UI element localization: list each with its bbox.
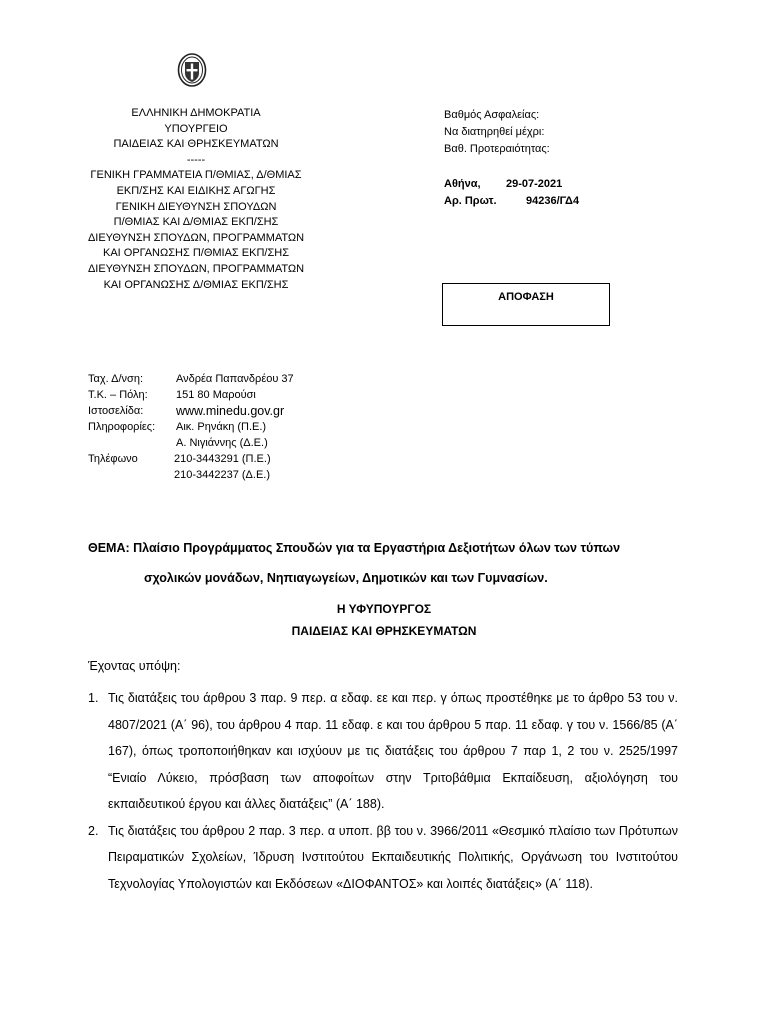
subject-line: ΘΕΜΑ: Πλαίσιο Προγράμματος Σπουδών για τα Εργαστήρια Δεξιοτήτων όλων των τύπων [88,541,621,555]
priority-label: Βαθ. Προτεραιότητας: [444,143,550,155]
ministry-line: ΕΚΠ/ΣΗΣ ΚΑΙ ΕΙΔΙΚΗΣ ΑΓΩΓΗΣ [116,184,276,197]
security-level-label: Βαθμός Ασφαλείας: [444,109,540,121]
minister-heading [88,598,680,642]
date-row [444,176,579,193]
date-value: 29-07-2021 [506,178,563,190]
ministry-line: ΕΛΛΗΝΙΚΗ ΔΗΜΟΚΡΑΤΙΑ [131,107,261,119]
info-label: Πληροφορίες: [88,421,156,433]
phone-value: 210-3442237 (Δ.Ε.) [174,469,271,481]
greek-coat-of-arms-icon [177,52,207,88]
info-value: Α. Νιγιάννης (Δ.Ε.) [176,437,268,449]
list-item-text: Τις διατάξεις του άρθρου 2 παρ. 3 περ. α υποπ. ββ του ν. 3966/2011 «Θεσμικό πλαίσιο των Πρότυπων Πειραματικών Σχολείων, Ίδρυση Ινστιτούτου Εκπαιδευτικής Πολιτικής, Οργάνωση του Ινστιτούτου Τεχνολογίας Υπολογιστών και Εκδόσεων «ΔΙΟΦΑΝΤΟΣ» και λοιπές διατάξεις» (Α΄ 118). [108,823,678,891]
postal-value: 151 80 Μαρούσι [176,389,256,401]
subject-block [88,533,680,593]
ministry-line: ΓΕΝΙΚΗ ΓΡΑΜΜΑΤΕΙΑ Π/ΘΜΙΑΣ, Δ/ΘΜΙΑΣ [90,169,302,182]
protocol-value: 94236/ΓΔ4 [526,195,580,207]
contact-block [88,371,294,483]
list-item [88,818,678,898]
address-label: Ταχ. Δ/νση: [88,373,144,385]
ministry-separator: ----- [186,153,206,166]
list-item-number: 1. [88,691,99,705]
list-item [88,685,678,818]
address-value: Ανδρέα Παπανδρέου 37 [176,373,294,385]
ministry-line: ΓΕΝΙΚΗ ΔΙΕΥΘΥΝΣΗ ΣΠΟΥΔΩΝ [115,200,277,213]
ministry-line: ΠΑΙΔΕΙΑΣ ΚΑΙ ΘΡΗΣΚΕΥΜΑΤΩΝ [113,138,279,151]
list-item-number: 2. [88,823,99,838]
date-protocol-block [444,176,579,210]
info-row [88,419,294,435]
ministry-line: ΔΙΕΥΘΥΝΣΗ ΣΠΟΥΔΩΝ, ΠΡΟΓΡΑΜΜΑΤΩΝ [87,262,305,275]
minister-title: Η ΥΦΥΠΟΥΡΓΟΣ [336,602,432,616]
postal-label: Τ.Κ. – Πόλη: [88,389,148,401]
ministry-line: ΚΑΙ ΟΡΓΑΝΩΣΗΣ Δ/ΘΜΙΑΣ ΕΚΠ/ΣΗΣ [103,278,289,291]
minister-ministry: ΠΑΙΔΕΙΑΣ ΚΑΙ ΘΡΗΣΚΕΥΜΑΤΩΝ [291,624,477,638]
decision-title-box: ΑΠΟΦΑΣΗ [442,283,610,326]
ministry-line: ΥΠΟΥΡΓΕΙΟ [164,122,228,135]
ministry-line: Π/ΘΜΙΑΣ ΚΑΙ Δ/ΘΜΙΑΣ ΕΚΠ/ΣΗΣ [113,216,279,229]
phone-row [88,451,294,467]
phone-row [88,467,294,483]
subject-line: σχολικών μονάδων, Νηπιαγωγείων, Δημοτικών και των Γυμνασίων. [144,571,548,585]
list-item-text: Τις διατάξεις του άρθρου 3 παρ. 9 περ. α εδαφ. εε και περ. γ όπως προστέθηκε με το άρθρο 53 του ν. 4807/2021 (Α΄ 96), του άρθρου 4 παρ. 11 εδαφ. ε και του άρθρου 5 παρ. 11 εδαφ. γ του ν. 1566/85 (Α΄ 167), όπως τροποποιήθηκαν και ισχύουν με τις διατάξεις του άρθρου 7 παρ 1, 2 του ν. 2525/1997 “Ενιαίο Λύκειο, πρόσβαση των αποφοίτων στην Τριτοβάθμια Εκπαίδευση, αξιολόγηση του εκπαιδευτικού έργου και άλλες διατάξεις” (Α΄ 188). [108,691,678,811]
ministry-line: ΚΑΙ ΟΡΓΑΝΩΣΗΣ Π/ΘΜΙΑΣ ΕΚΠ/ΣΗΣ [102,247,290,260]
protocol-row [444,193,579,210]
website-label: Ιστοσελίδα: [88,405,144,417]
phone-value: 210-3443291 (Π.Ε.) [174,453,271,465]
website-row [88,403,294,419]
website-link[interactable]: www.minedu.gov.gr [176,404,285,418]
info-value: Αικ. Ρηνάκη (Π.Ε.) [176,421,267,433]
keep-until-label: Να διατηρηθεί μέχρι: [444,126,545,138]
info-row [88,435,294,451]
date-place: Αθήνα, [444,178,481,190]
protocol-label: Αρ. Πρωτ. [444,195,497,207]
address-row [88,371,294,387]
postal-row [88,387,294,403]
considerations-list [88,685,678,897]
ministry-header [60,106,332,293]
phone-label: Τηλέφωνο [88,453,138,465]
considering-intro: Έχοντας υπόψη: [88,659,181,673]
ministry-line: ΔΙΕΥΘΥΝΣΗ ΣΠΟΥΔΩΝ, ΠΡΟΓΡΑΜΜΑΤΩΝ [87,231,305,244]
security-block [444,107,550,158]
